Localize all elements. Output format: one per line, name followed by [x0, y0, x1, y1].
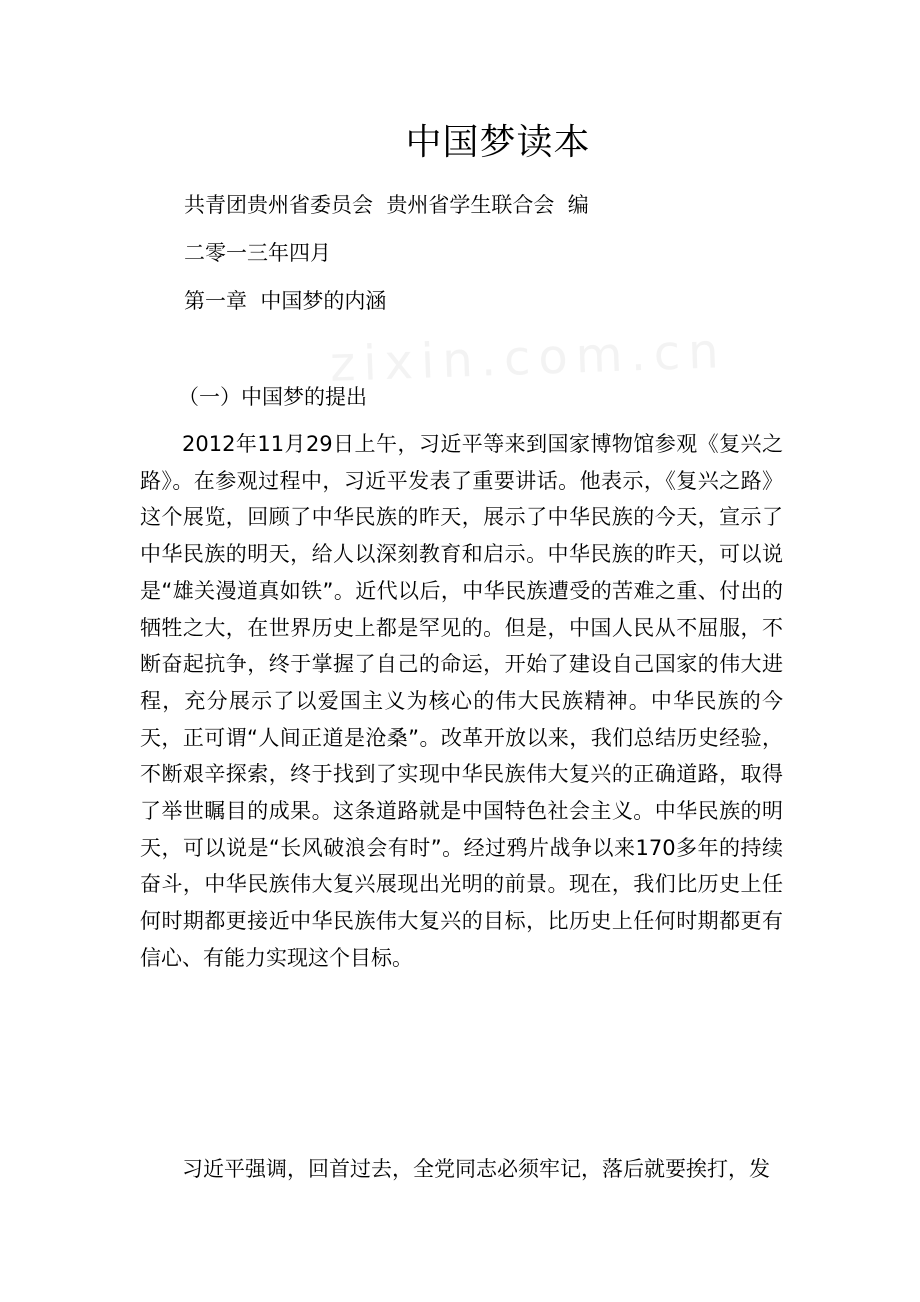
section-heading: （一）中国梦的提出: [178, 385, 367, 409]
chapter-heading: 第一章 中国梦的内涵: [184, 289, 387, 313]
watermark: zixin.com.cn: [329, 323, 728, 393]
document-title: 中国梦读本: [405, 122, 591, 163]
body-paragraph: 习近平强调，回首过去，全党同志必须牢记，落后就要挨打，发: [182, 1157, 770, 1181]
editors-line: 共青团贵州省委员会 贵州省学生联合会 编: [184, 193, 589, 217]
publication-date: 二零一三年四月: [184, 241, 331, 265]
body-paragraph: 2012年11月29日上午，习近平等来到国家博物馆参观《复兴之路》。在参观过程中，习近平发表了重要讲话。他表示，《复兴之路》这个展览，回顾了中华民族的昨天，展示了中华民族的今天，宣示了中华民族的明天，给人以深刻教育和启示。中华民族的昨天，可以说是“雄关漫道真如铁”。近代以后，中华民族遭受的苦难之重、付出的牺牲之大，在世界历史上都是罕见的。但是，中国人民从不屈服，不断奋起抗争，终于掌握了自己的命运，开始了建设自己国家的伟大进程，充分展示了以爱国主义为核心的伟大民族精神。中华民族的今天，正可谓“人间正道是沧桑”。改革开放以来，我们总结历史经验，不断艰辛探索，终于找到了实现中华民族伟大复兴的正确道路，取得了举世瞩目的成果。这条道路就是中国特色社会主义。中华民族的明天，可以说是“长风破浪会有时”。经过鸦片战争以来170多年的持续奋斗，中华民族伟大复兴展现出光明的前景。现在，我们比历史上任何时期都更接近中华民族伟大复兴的目标，比历史上任何时期都更有信心、有能力实现这个目标。: [140, 432, 783, 970]
